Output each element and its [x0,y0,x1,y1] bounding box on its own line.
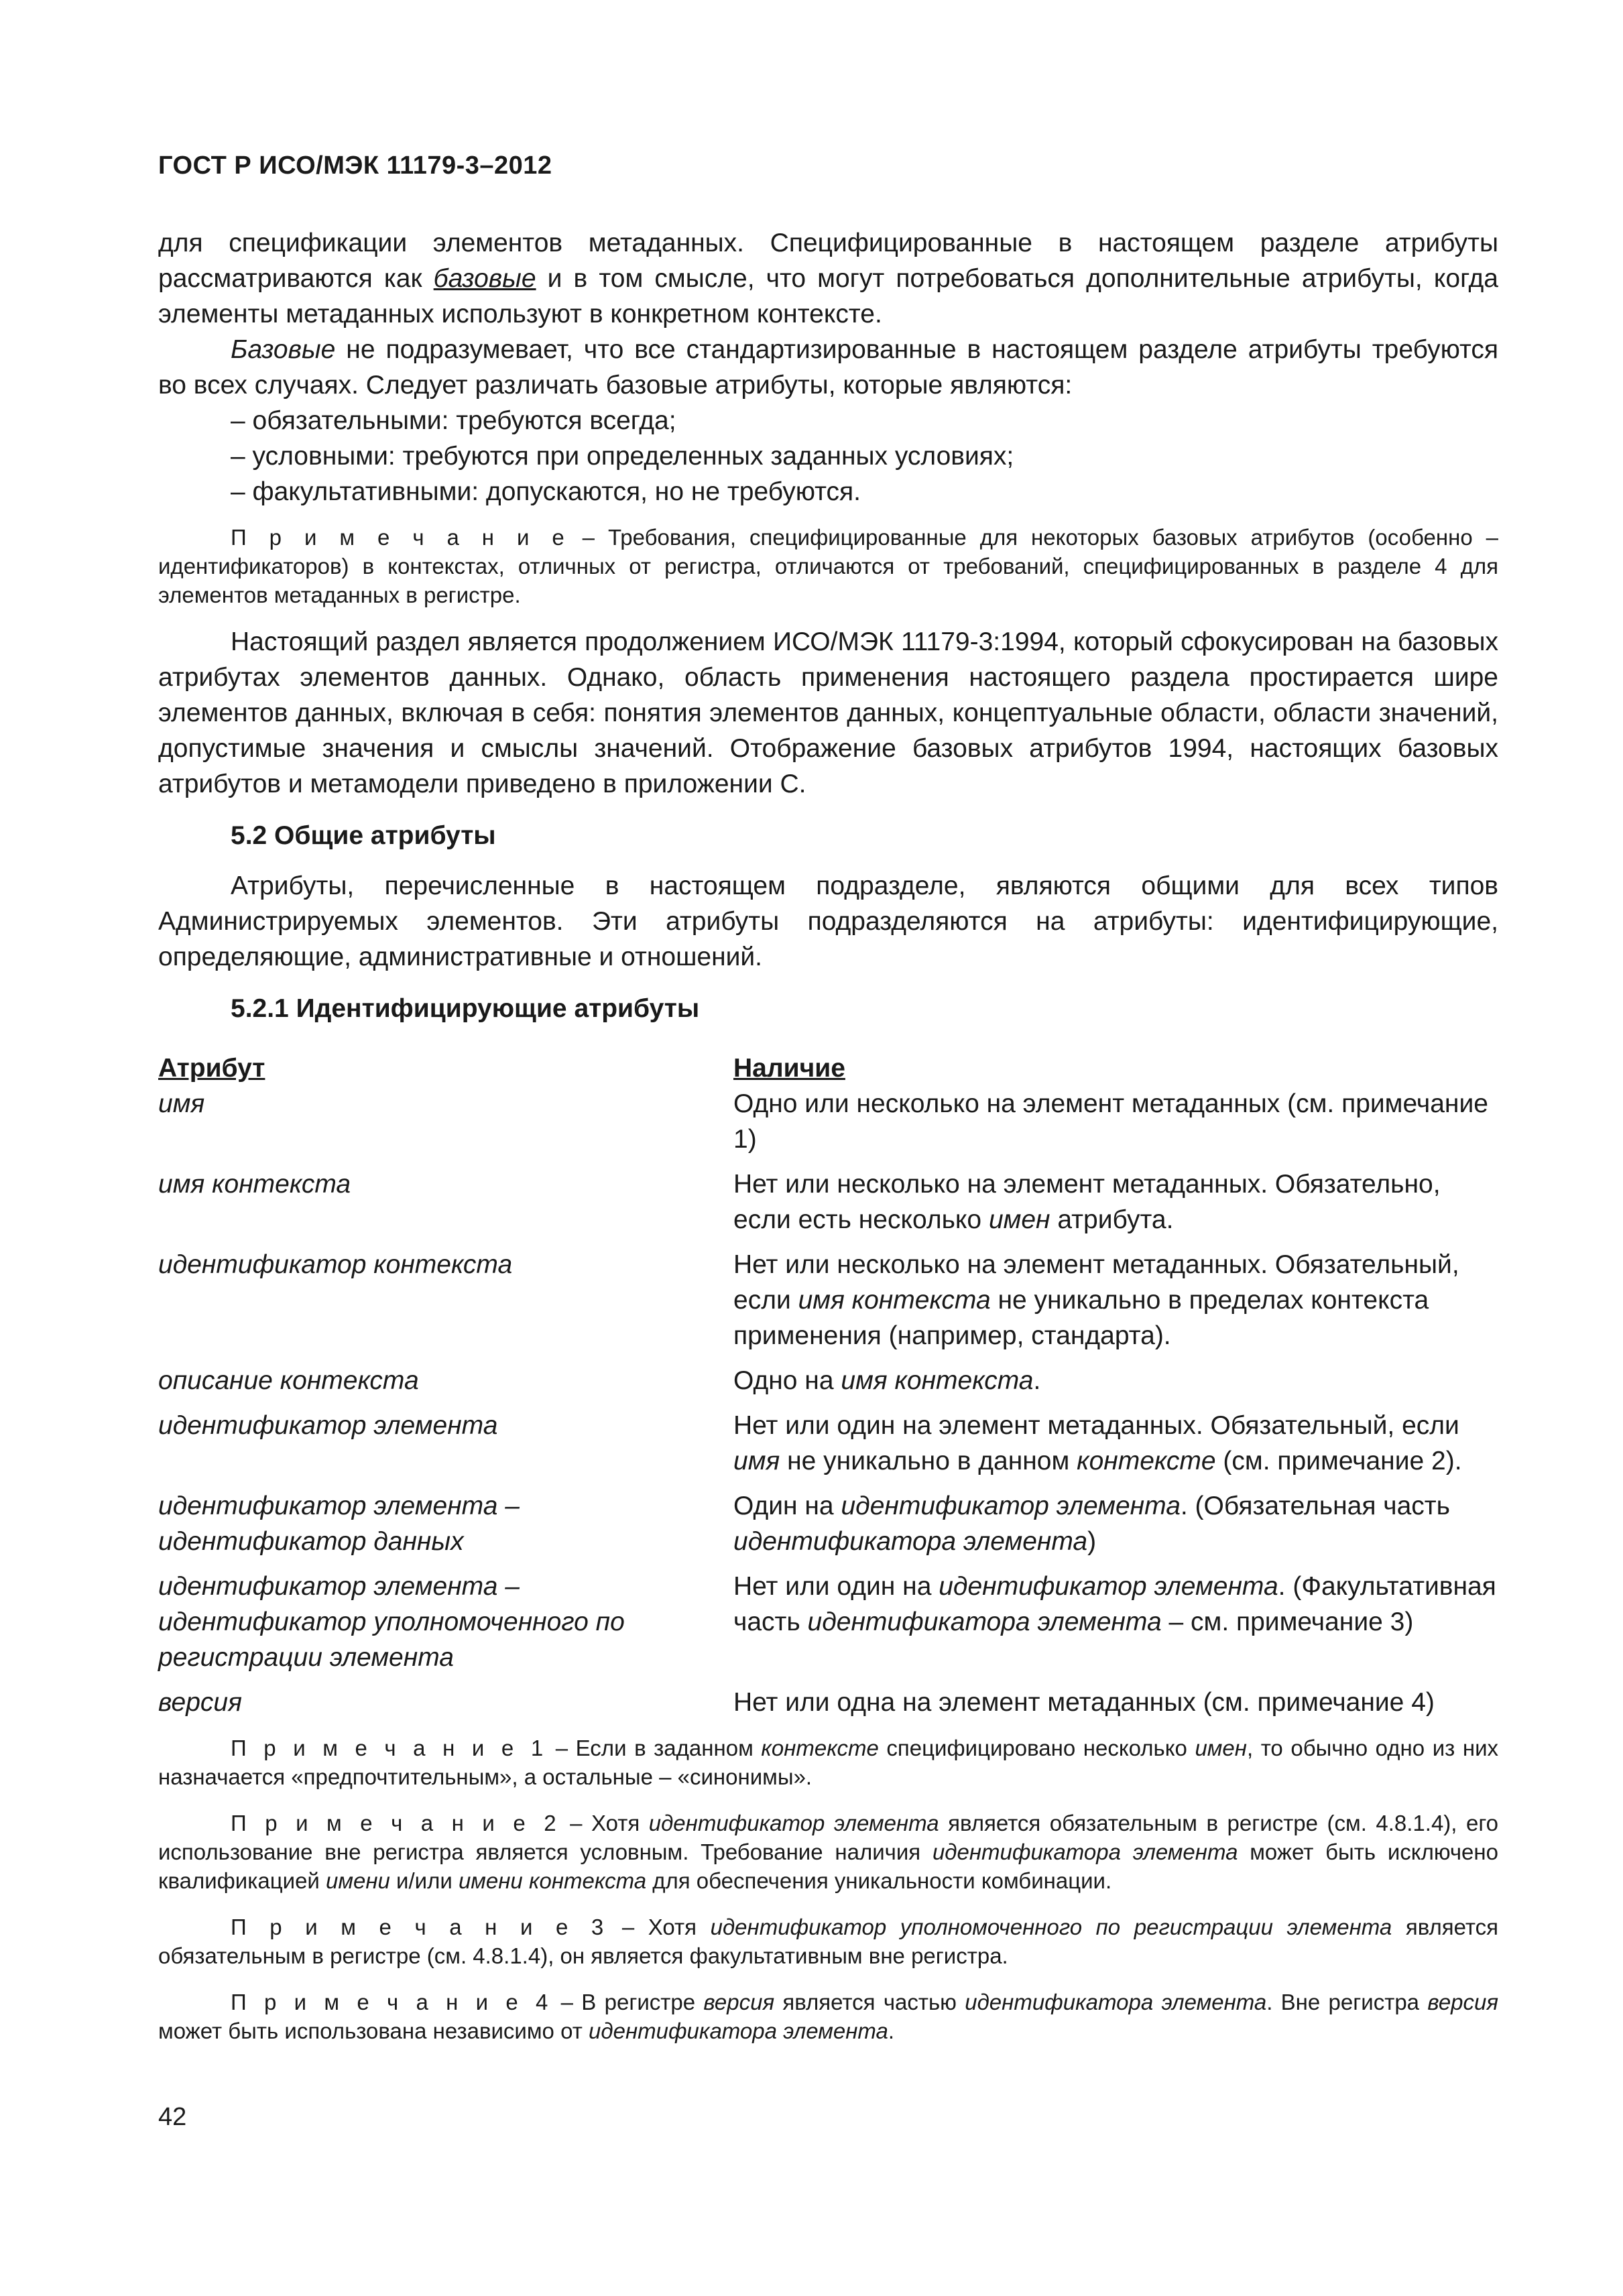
table-cell-attribute: версия [158,1688,242,1717]
table-row [158,1086,1498,1157]
table-cell-presence: Нет или один на идентификатор элемента. (Факультативная часть идентификатора элемента – см. примечание 3) [733,1572,1496,1636]
dash-item-mandatory: – обязательными: требуются всегда; [231,406,676,435]
table-header-attribute: Атрибут [158,1054,265,1083]
table-cell-attribute: идентификатор элемента [158,1411,498,1440]
attributes-table [158,1050,1498,1720]
table-cell-presence: Нет или несколько на элемент метаданных. Обязательно, если есть несколько имен атрибута. [733,1170,1441,1234]
table-cell-attribute: имя контекста [158,1170,351,1199]
table-row [158,1685,1498,1720]
table-row [158,1488,1498,1559]
dash-item-conditional: – условными: требуются при определенных заданных условиях; [231,442,1014,471]
table-cell-presence: Нет или одна на элемент метаданных (см. примечание 4) [733,1688,1435,1717]
table-row [158,1363,1498,1398]
table-cell-presence: Нет или несколько на элемент метаданных. Обязательный, если имя контекста не уникально в пределах контекста применения (например, стандарта). [733,1250,1459,1350]
note-basic-attributes: П р и м е ч а н и е – Требования, специфицированные для некоторых базовых атрибутов (особенно – идентификаторов) в контекстах, отличных от регистра, отличаются от требований, специфицированных в разделе 4 для элементов метаданных в регистре. [158,525,1498,607]
table-cell-attribute: идентификатор контекста [158,1250,513,1279]
table-cell-presence: Одно или несколько на элемент метаданных (см. примечание 1) [733,1089,1488,1154]
table-cell-attribute: имя [158,1089,205,1118]
document-header: ГОСТ Р ИСО/МЭК 11179-3–2012 [158,152,552,180]
table-cell-attribute: идентификатор элемента – идентификатор данных [158,1492,520,1556]
section-5-2-heading: 5.2 Общие атрибуты [231,821,496,850]
table-cell-presence: Одно на имя контекста. [733,1366,1041,1395]
table-header-row [158,1050,1498,1086]
page-content [158,225,1498,2045]
table-row [158,1569,1498,1675]
table-row [158,1247,1498,1353]
table-cell-presence: Нет или один на элемент метаданных. Обязательный, если имя не уникально в данном контексте (см. примечание 2). [733,1411,1462,1475]
table-cell-presence: Один на идентификатор элемента. (Обязательная часть идентификатора элемента) [733,1492,1450,1556]
note-1: П р и м е ч а н и е 1 – Если в заданном контексте специфицировано несколько имен, то обычно одно из них назначается «предпочтительным», а остальные – «синонимы». [158,1736,1498,1789]
intro-paragraph-3: Настоящий раздел является продолжением ИСО/МЭК 11179-3:1994, который сфокусирован на базовых атрибутах элементов данных. Однако, область применения настоящего раздела простирается шире элементов данных, включая в себя: понятия элементов данных, концептуальные области, области значений, допустимые значения и смыслы значений. Отображение базовых атрибутов 1994, настоящих базовых атрибутов и метамодели приведено в приложении С. [158,627,1498,798]
page-number: 42 [158,2103,187,2131]
table-cell-attribute: идентификатор элемента – идентификатор уполномоченного по регистрации элемента [158,1572,625,1672]
dash-item-optional: – факультативными: допускаются, но не требуются. [231,477,861,506]
note-3: П р и м е ч а н и е 3 – Хотя идентификатор уполномоченного по регистрации элемента является обязательным в регистре (см. 4.8.1.4), он является факультативным вне регистра. [158,1915,1498,1968]
intro-paragraph-2: Базовые не подразумевает, что все стандартизированные в настоящем разделе атрибуты требуются во всех случаях. Следует различать базовые атрибуты, которые являются: [158,335,1498,400]
note-4: П р и м е ч а н и е 4 – В регистре версия является частью идентификатора элемента. Вне регистра версия может быть использована независимо от идентификатора элемента. [158,1990,1499,2043]
table-row [158,1166,1498,1237]
table-header-presence: Наличие [733,1054,845,1083]
table-cell-attribute: описание контекста [158,1366,419,1395]
intro-paragraph-1: для спецификации элементов метаданных. Специфицированные в настоящем разделе атрибуты рассматриваются как базовые и в том смысле, что могут потребоваться дополнительные атрибуты, когда элементы метаданных используют в конкретном контексте. [158,229,1498,328]
section-5-2-1-heading: 5.2.1 Идентифицирующие атрибуты [231,994,700,1023]
table-row [158,1408,1498,1479]
section-5-2-body: Атрибуты, перечисленные в настоящем подразделе, являются общими для всех типов Администрируемых элементов. Эти атрибуты подразделяются на атрибуты: идентифицирующие, определяющие, административные и отношений. [158,871,1498,971]
note-2: П р и м е ч а н и е 2 – Хотя идентификатор элемента является обязательным в регистре (см. 4.8.1.4), его использование вне регистра является условным. Требование наличия идентификатора элемента может быть исключено квалификацией имени и/или имени контекста для обеспечения уникальности комбинации. [158,1811,1498,1893]
